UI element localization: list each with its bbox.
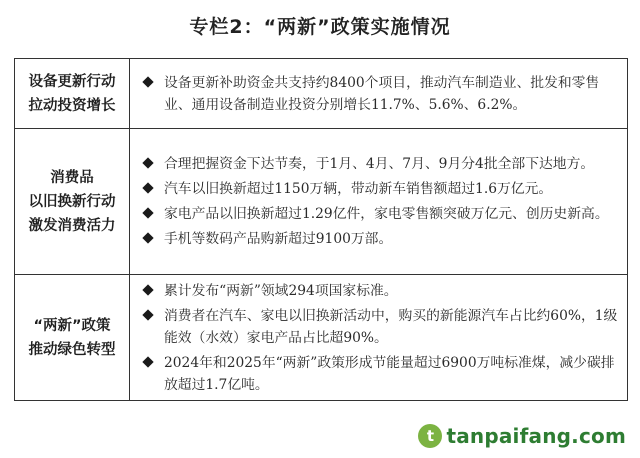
table-row	[15, 129, 628, 275]
list-item-text: 家电产品以旧换新超过1.29亿件，家电零售额突破万亿元、创历史新高。	[164, 206, 609, 222]
list-item	[138, 352, 619, 396]
row-label-line: 推动绿色转型	[28, 341, 116, 358]
watermark-text: tanpaifang.com	[446, 424, 626, 448]
watermark-logo	[418, 424, 626, 448]
list-item	[138, 305, 619, 349]
diamond-bullet-icon	[142, 182, 153, 193]
diamond-bullet-icon	[142, 284, 153, 295]
row-label	[15, 275, 130, 401]
list-item	[138, 153, 619, 175]
list-item-text: 累计发布“两新”领域294项国家标准。	[164, 282, 398, 299]
list-item	[138, 72, 619, 116]
list-item-text: 2024年和2025年“两新”政策形成节能量超过6900万吨标准煤，减少碳排放超过1.7亿吨。	[164, 354, 615, 393]
list-item	[138, 280, 619, 302]
row-content	[130, 59, 628, 129]
list-item-text: 手机等数码产品购新超过9100万部。	[164, 231, 393, 247]
list-item-text: 设备更新补助资金共支持约8400个项目，推动汽车制造业、批发和零售业、通用设备制造业投资分别增长11.7%、5.6%、6.2%。	[164, 74, 600, 113]
diamond-bullet-icon	[142, 157, 153, 168]
table-row	[15, 59, 628, 129]
list-item-text: 消费者在汽车、家电以旧换新活动中，购买的新能源汽车占比约60%，1级能效（水效）家电产品占比超90%。	[164, 307, 618, 346]
row-label-line: 激发消费活力	[28, 217, 116, 234]
list-item-text: 汽车以旧换新超过1150万辆，带动新车销售额超过1.6万亿元。	[164, 181, 553, 197]
diamond-bullet-icon	[142, 207, 153, 218]
row-label	[15, 59, 130, 129]
row-label-line: 消费品	[50, 169, 94, 186]
page-title: 专栏2：“两新”政策实施情况	[189, 16, 451, 38]
table-row	[15, 275, 628, 401]
list-item	[138, 228, 619, 250]
row-label-line: “两新”政策	[33, 317, 111, 334]
diamond-bullet-icon	[142, 356, 153, 367]
leaf-logo-icon: t	[418, 424, 442, 448]
list-item	[138, 203, 619, 225]
list-item-text: 合理把握资金下达节奏，于1月、4月、7月、9月分4批全部下达地方。	[164, 156, 595, 172]
diamond-bullet-icon	[142, 309, 153, 320]
policy-table	[14, 58, 628, 401]
row-label-line: 拉动投资增长	[28, 97, 116, 114]
row-content	[130, 129, 628, 275]
row-label-line: 以旧换新行动	[28, 193, 116, 210]
diamond-bullet-icon	[142, 76, 153, 87]
row-content	[130, 275, 628, 401]
row-label-line: 设备更新行动	[28, 73, 116, 90]
list-item	[138, 178, 619, 200]
row-label	[15, 129, 130, 275]
diamond-bullet-icon	[142, 232, 153, 243]
